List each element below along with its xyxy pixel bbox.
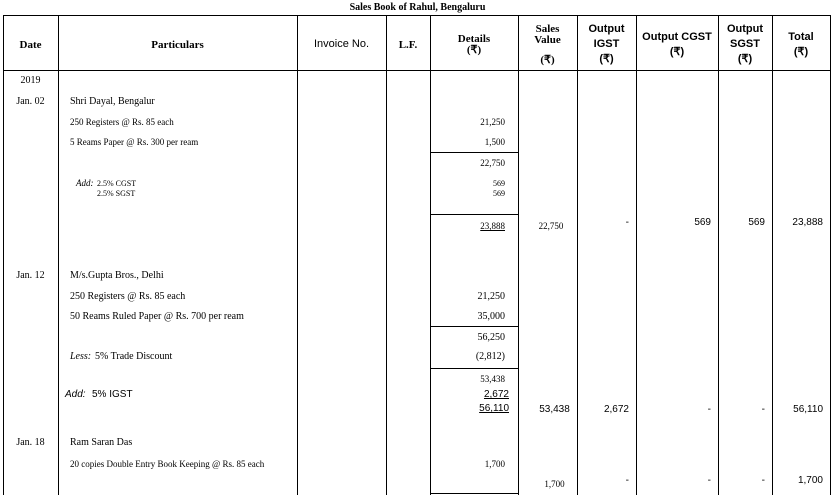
entry2-d2: 35,000 [477, 311, 505, 322]
entry1-sgst: 569 [748, 217, 765, 228]
header-igst: Output [588, 23, 625, 35]
entry3-party: Ram Saran Das [70, 437, 133, 448]
entry1-sgst-text: 2.5% SGST [97, 189, 136, 198]
entry1-subtotal: 22,750 [480, 158, 505, 168]
page-title: Sales Book of Rahul, Bengaluru [349, 2, 486, 13]
entry2-total: 56,110 [793, 404, 823, 415]
header-cgst-unit: (₹) [669, 46, 685, 58]
entry1-party: Shri Dayal, Bengalur [70, 96, 155, 107]
entry1-date: Jan. 02 [16, 96, 45, 107]
col-line-3 [386, 15, 387, 495]
col-line-7 [636, 15, 637, 495]
entry3-total: 1,700 [797, 475, 823, 486]
header-date: Date [19, 39, 42, 51]
entry2-discount: (2,812) [475, 351, 505, 362]
entry2-cgst: - [707, 404, 711, 415]
header-lf: L.F. [398, 39, 418, 51]
header-sales: Sales [535, 23, 560, 35]
entry1-cgst-text: 2.5% CGST [97, 179, 137, 188]
entry2-disc-rule [430, 368, 518, 369]
header-particulars: Particulars [151, 39, 204, 51]
entry2-less-label: Less: [70, 351, 92, 362]
entry1-sgst-amt: 569 [493, 189, 505, 198]
entry3-sub-rule [430, 493, 518, 494]
header-bottom-border [3, 70, 831, 71]
entry2-less-text: 5% Trade Discount [95, 351, 173, 362]
table-top-border [3, 15, 831, 16]
header-total: Total [788, 31, 814, 43]
entry3-sales-value: 1,700 [544, 479, 565, 489]
entry3-igst: - [625, 475, 629, 486]
entry1-total-details: 23,888 [480, 221, 505, 231]
header-total-unit: (₹) [793, 46, 809, 58]
entry3-d1: 1,700 [484, 459, 505, 469]
col-line-0 [3, 15, 4, 495]
entry2-subtotal: 56,250 [477, 332, 505, 343]
year-label: 2019 [20, 75, 41, 86]
header-sgst-2: SGST [730, 38, 760, 50]
entry1-d2: 1,500 [484, 137, 505, 147]
col-line-4 [430, 15, 431, 495]
header-sgst: Output [726, 23, 764, 35]
entry1-add-label: Add: [76, 178, 94, 188]
entry2-after-discount: 53,438 [480, 374, 505, 384]
col-line-5 [518, 15, 519, 495]
entry2-total-details: 56,110 [479, 403, 509, 414]
entry1-sub-rule [430, 152, 518, 153]
header-sales-value: Value [534, 34, 561, 46]
col-line-9 [772, 15, 773, 495]
entry2-line1: 250 Registers @ Rs. 85 each [70, 291, 186, 302]
entry3-sgst: - [761, 475, 765, 486]
col-line-2 [297, 15, 298, 495]
header-sgst-unit: (₹) [737, 53, 753, 65]
col-line-10 [830, 15, 831, 495]
entry2-add-label: Add: [65, 389, 86, 400]
entry2-date: Jan. 12 [16, 270, 45, 281]
header-details-unit: (₹) [466, 44, 482, 56]
header-invoice: Invoice No. [313, 38, 370, 50]
entry1-d1: 21,250 [480, 117, 505, 127]
entry1-cgst-amt: 569 [493, 179, 505, 188]
entry2-igst-amt: 2,672 [483, 389, 509, 400]
entry2-igst: 2,672 [603, 404, 629, 415]
entry2-sgst: - [761, 404, 765, 415]
col-line-1 [58, 15, 59, 495]
header-igst-2: IGST [593, 38, 620, 50]
col-line-6 [577, 15, 578, 495]
header-sales-unit: (₹) [540, 54, 555, 66]
header-cgst: Output CGST [642, 31, 712, 43]
entry1-cgst: 569 [694, 217, 711, 228]
header-igst-unit: (₹) [599, 53, 614, 65]
col-line-8 [718, 15, 719, 495]
header-details: Details [457, 33, 491, 45]
entry3-date: Jan. 18 [16, 437, 45, 448]
entry1-total: 23,888 [792, 217, 823, 228]
entry1-sales-value: 22,750 [538, 221, 564, 231]
entry1-total-rule [430, 214, 518, 215]
entry2-igst-text: 5% IGST [92, 389, 133, 400]
entry1-line1: 250 Registers @ Rs. 85 each [70, 117, 174, 127]
entry1-line2: 5 Reams Paper @ Rs. 300 per ream [70, 137, 199, 147]
entry3-line1: 20 copies Double Entry Book Keeping @ Rs. 85 each [70, 459, 265, 469]
entry2-sub-rule [430, 326, 518, 327]
entry2-party: M/s.Gupta Bros., Delhi [70, 270, 164, 281]
entry3-cgst: - [707, 475, 711, 486]
entry1-igst: - [625, 217, 629, 228]
entry2-d1: 21,250 [477, 291, 505, 302]
entry2-line2: 50 Reams Ruled Paper @ Rs. 700 per ream [70, 311, 244, 322]
entry2-sales-value: 53,438 [539, 404, 570, 415]
